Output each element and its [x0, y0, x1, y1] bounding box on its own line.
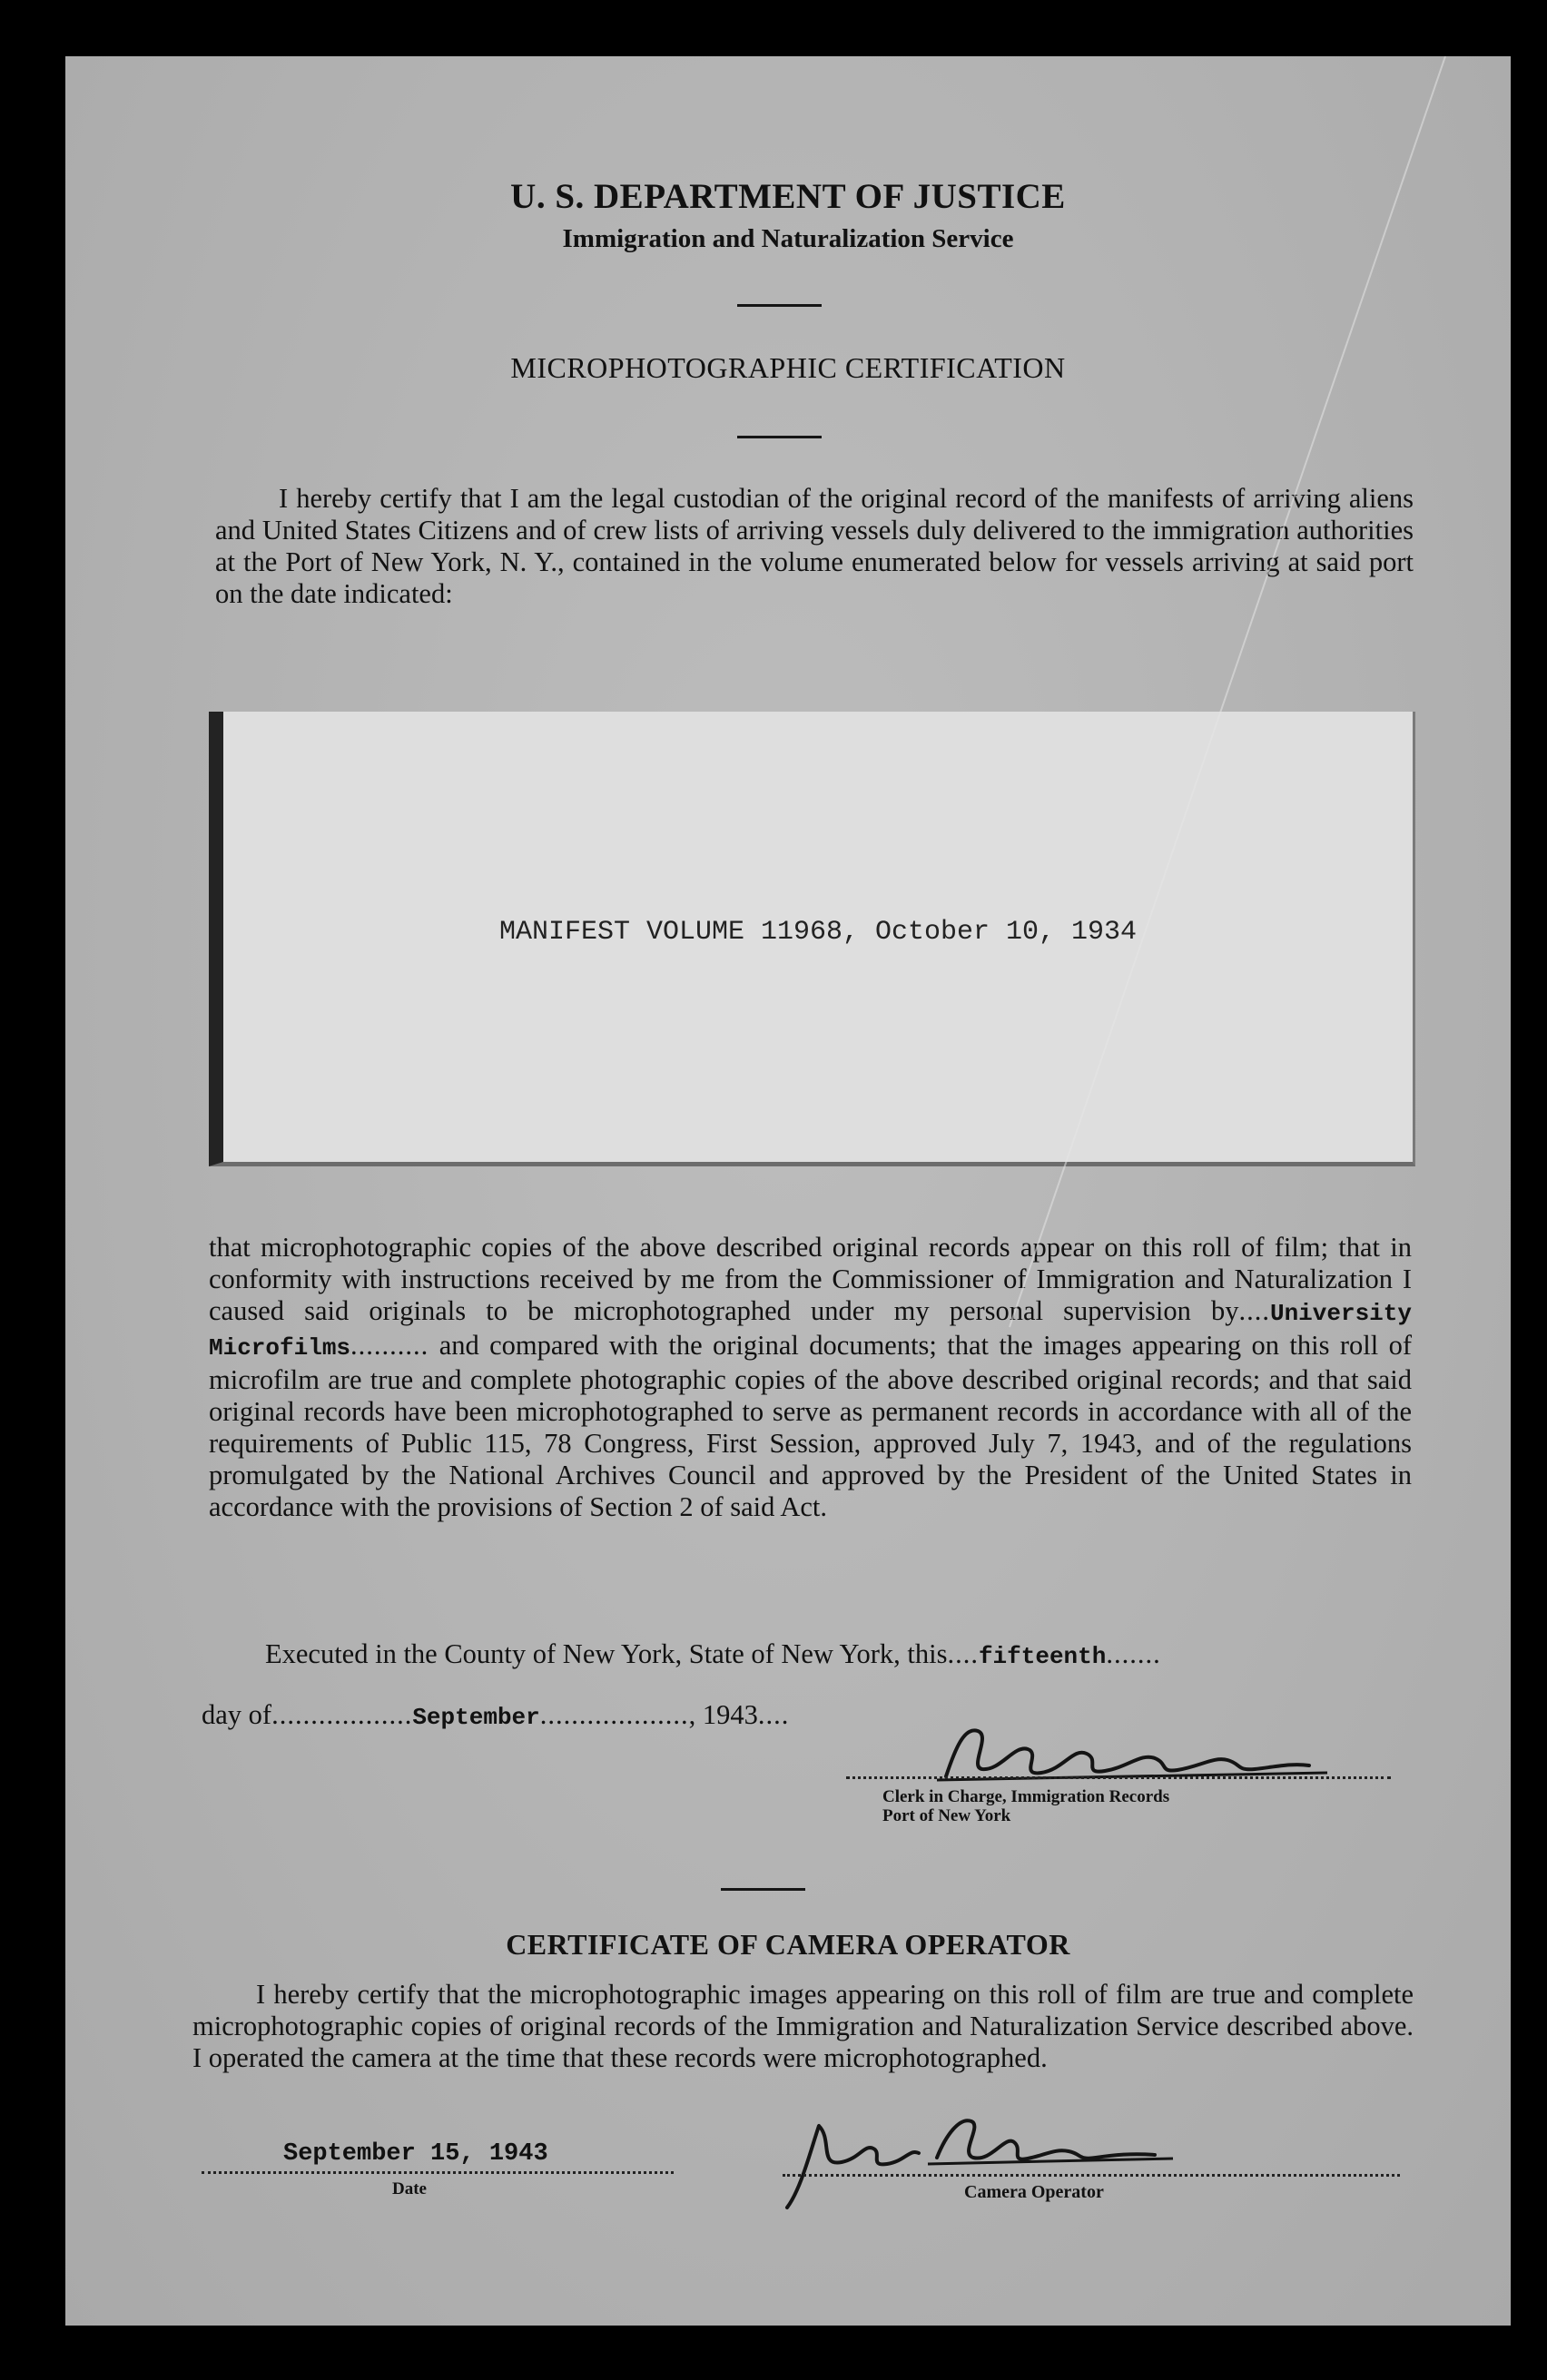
certification-intro: I hereby certify that I am the legal custodian of the original record of the manifests of arriving aliens and United States Citizens and of crew lists of arriving vessels duly delivered to the immigration authorities at the Port of New York, N. Y., contained in the volume enumerated below for vessels arriving at said port on the date indicated: — [215, 483, 1414, 609]
month-value: September — [412, 1704, 540, 1731]
date-underline — [202, 2171, 674, 2174]
date-value: September 15, 1943 — [283, 2140, 548, 2168]
day-of-prefix: day of — [202, 1699, 272, 1730]
clerk-signature-block — [819, 1731, 1409, 1858]
certification-title: MICROPHOTOGRAPHIC CERTIFICATION — [510, 351, 1066, 384]
executed-prefix: Executed in the County of New York, State of New York, this — [265, 1638, 948, 1669]
certificate-page — [65, 56, 1511, 2326]
certification-body-part2: and compared with the original documents; that the images appearing on this roll of microfilm are true and complete photographic copies of the above described original records; and that said original records have been microphotographed to serve as permanent records in accordance with all of the requirements of Public 115, 78 Congress, First Session, approved July 7, 1943, and of the regulations promulgated by the National Archives Council and approved by the President of the United States in accordance with the provisions of Section 2 of said Act. — [209, 1330, 1413, 1522]
manifest-volume-text: MANIFEST VOLUME 11968, October 10, 1934 — [498, 917, 1138, 948]
clerk-signature — [928, 1713, 1345, 1795]
title-divider-top — [737, 304, 822, 307]
dot-leader: .......... — [350, 1330, 429, 1361]
date-line — [283, 2135, 548, 2168]
camera-certificate-title: CERTIFICATE OF CAMERA OPERATOR — [506, 1928, 1070, 1961]
year-value: , 1943 — [688, 1699, 758, 1730]
certification-body-part1: that microphotographic copies of the above described original records appear on this roll of film; that in conformity with instructions received by me from the Commissioner of Immigration and Naturalization I caused said originals to be microphotographed under my personal supervision by — [209, 1232, 1412, 1326]
dot-leader: ................... — [539, 1699, 689, 1730]
filmed-by-value: University Microfilms — [209, 1300, 1412, 1362]
certification-body — [209, 1232, 1412, 1523]
department-heading: U. S. DEPARTMENT OF JUSTICE — [510, 177, 1066, 216]
clerk-title-line2: Port of New York — [882, 1806, 1011, 1825]
date-label: Date — [392, 2179, 427, 2198]
executed-day-value: fifteenth — [978, 1643, 1107, 1670]
section-divider — [721, 1888, 805, 1891]
clerk-title-line1: Clerk in Charge, Immigration Records — [882, 1787, 1170, 1806]
dot-leader: .... — [757, 1699, 790, 1730]
service-subheading: Immigration and Naturalization Service — [562, 224, 1014, 253]
camera-certificate-text: I hereby certify that the microphotographic images appearing on this roll of film are true and complete microphotographic copies of original records of the Immigration and Naturalization Service described above. I operated the camera at the time that these records were microphotographed. — [192, 1979, 1414, 2073]
camera-operator-signature-line — [783, 2174, 1400, 2177]
dot-leader: .... — [1238, 1295, 1270, 1326]
camera-operator-label: Camera Operator — [964, 2182, 1104, 2202]
manifest-insert — [209, 712, 1415, 1166]
executed-line — [265, 1638, 1161, 1670]
clerk-signature-line — [846, 1776, 1391, 1779]
title-divider-bottom — [737, 436, 822, 438]
dot-leader: .................. — [271, 1699, 413, 1730]
day-of-line — [202, 1699, 789, 1731]
dot-leader: ....... — [1106, 1638, 1161, 1669]
dot-leader: .... — [947, 1638, 979, 1669]
